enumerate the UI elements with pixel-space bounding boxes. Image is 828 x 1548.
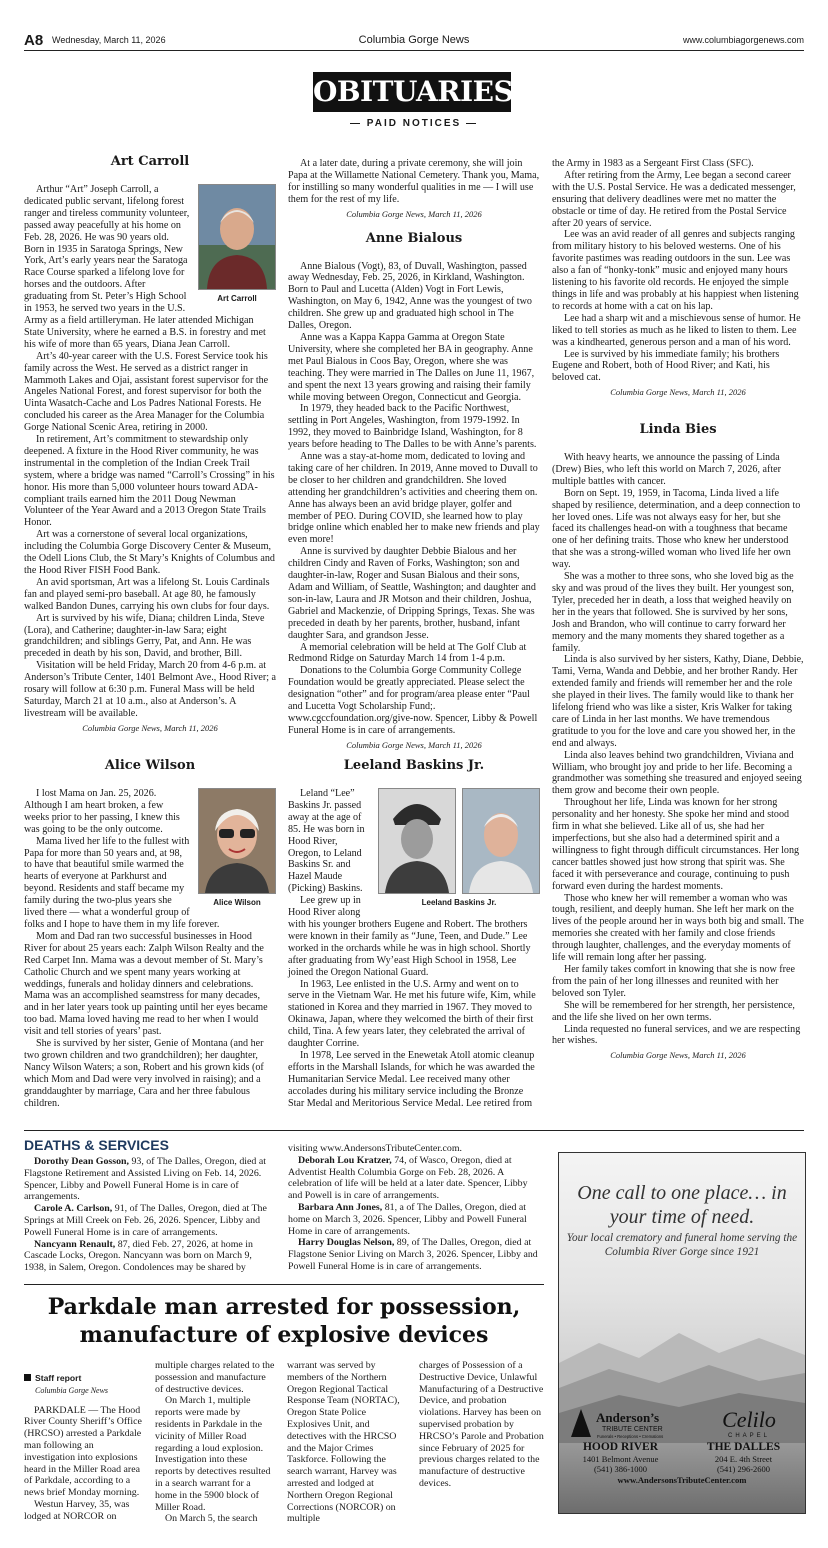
paragraph: Westun Harvey, 35, was lodged at NORCOR on — [24, 1498, 130, 1522]
death-details: 81, a of The Dalles, Oregon, died at home on March 3, 2026. Spencer, Libby and Powell Funeral Home in care of arrangements. — [288, 1201, 527, 1237]
publication-name: Columbia Gorge News — [358, 34, 470, 46]
death-entry — [288, 1202, 540, 1237]
death-name: Nancyann Renault, — [34, 1238, 116, 1250]
paragraph: After retiring from the Army, Lee began a second career with the U.S. Postal Service. He was a dedicated messenger, ensuring that delivery deadlines were met no matter the obstacle or time of day. He retired from the Postal Service after 20 years of service. — [552, 169, 796, 229]
section-subtitle: — PAID NOTICES — — [350, 118, 478, 129]
deaths-column-1 — [24, 1156, 276, 1272]
celilo-logo-subtext: CHAPEL — [727, 1433, 771, 1439]
death-name: Dorothy Dean Gosson, — [34, 1156, 130, 1167]
news-headline: Parkdale man arrested for possession, manufacture of explosive devices — [47, 1294, 521, 1348]
death-entry — [24, 1203, 276, 1238]
paragraph: Art’s 40-year career with the U.S. Forest Service took his family across the West. He served as a district ranger in Mammoth Lakes and Ojai, assistant forest supervisor for the Angeles National Forest, and forest supervisor for both the Uinta Wasatch-Cache and Los Padres National Forests. He concluded his career as the Area Manager for the Columbia Gorge National Scenic Area, retiring in 2000. — [24, 350, 269, 434]
credit-line: Columbia Gorge News, March 11, 2026 — [610, 387, 746, 398]
paragraph: Anne was a Kappa Kappa Gamma at Oregon State University, where she completed her BA in geography. Anne met Paul Bialous in Coos Bay, Oregon, where she was teaching. They were married in The Dalles on June 11, 1967, and spent the next 13 years growing and raising their family while moving between Oregon, Connecticut and Georgia. — [288, 331, 535, 403]
paragraph: In 1979, they headed back to the Pacific Northwest, settling in Port Angeles, Washington, from 1979-1992. In 1992, they moved to Bainbridge Island, Washington, for 8 years before heading to The Dalles to be with Anne’s parents. — [288, 403, 537, 451]
website-link[interactable]: www.columbiagorgenews.com — [682, 35, 804, 45]
news-rule — [24, 1284, 544, 1285]
photo-alice-wilson — [198, 788, 276, 909]
death-details: 87, died Feb. 27, 2026, at home in Cascade Locks, Oregon. Nancyann was born on March 9, 1938, in Salem, Oregon. Condolences may be shared by — [24, 1238, 253, 1274]
paragraph: She will be remembered for her strength, her persistence, and the life she lived on her own terms. — [552, 999, 795, 1023]
paragraph: With heavy hearts, we announce the passing of Linda (Drew) Bies, who left this world on March 7, 2026, after multiple battles with cancer. — [552, 452, 782, 487]
paragraph: Art was a cornerstone of several local organizations, including the Columbia Gorge Discovery Center & Museum, the Odell Lions Club, the St Mary’s Knights of Columbus and the Hood River FISH Food Bank. — [24, 529, 275, 576]
death-details: 89, of The Dalles, Oregon, died at Flagstone Senior Living on March 3, 2026. Spencer, Libby and Powell Funeral Home is in care of arrangements. — [288, 1237, 538, 1272]
paragraph: In 1963, Lee enlisted in the U.S. Army and went on to serve in the Vietnam War. He met his future wife, Kim, while stationed in Korea and they married in 1967. They moved to Okinawa, Japan, where they welcomed the birth of their first child, Tina. A few years later, they celebrated the arrival of daughter Corrine. — [288, 978, 536, 1050]
death-details: 93, of The Dalles, Oregon, died at Flagstone Retirement and Assisted Living on Feb. 14, 2026. Spencer, Libby and Powell Funeral Home is in care of arrangements. — [24, 1156, 266, 1203]
location-address: 1401 Belmont Avenue — [582, 1454, 659, 1464]
news-column-2 — [155, 1360, 275, 1523]
location-address: 204 E. 4th Street — [714, 1454, 773, 1464]
paragraph: PARKDALE — The Hood River County Sheriff’s Office (HRCSO) arrested a Parkdale man following an investigation into explosions heard in the Miller Road area of Parkdale, according to a news brief Monday morning. — [24, 1404, 142, 1499]
obituary-name: Linda Bies — [639, 422, 717, 437]
paragraph: the Army in 1983 as a Sergeant First Class (SFC). — [552, 158, 754, 169]
paragraph: Mom and Dad ran two successful businesses in Hood River for about 25 years each: Zalph Wilson Realty and the Red Carpet Inn. Mama was a devout member of St. Mary’s Catholic Church and we spent many years working at weddings, funerals and holiday dinners and celebrations. Mama was an accomplished seamstress for many decades, and in her later years took up painting until her eyes became too bad. Mama loved having me read to her when I would visit and tell stories of years’ past. — [24, 930, 268, 1038]
byline-bullet-icon — [24, 1374, 31, 1381]
death-details: 91, of The Dalles, Oregon, died at The Springs at Mill Creek on Feb. 26, 2026. Spencer, Libby and Powell Funeral Home is in care of arrangements. — [24, 1203, 267, 1238]
page-number: A8 — [24, 32, 44, 49]
death-name: Barbara Ann Jones, — [298, 1201, 383, 1213]
paragraph: She is survived by her sister, Genie of Montana (and her two grown children and two grandchildren); her daughter, Nancy Wilson Waters; a son, Robert and his grown kids (of which Mom and Dad were very involved in raising); and a granddaughter by marriage, Cara and her three fabulous children. — [24, 1038, 264, 1109]
death-entry — [24, 1239, 276, 1274]
portrait-image — [198, 788, 276, 894]
location-phone[interactable]: (541) 296-2600 — [716, 1464, 771, 1474]
paragraph: warrant was served by members of the Northern Oregon Regional Tactical Response Team (NORTAC), Oregon State Police Explosives Unit, and detectives with the HRCSO and the Major Crimes Taskforce. Following the search warrant, Harvey was arrested and lodged at Northern Oregon Regional Corrections (NORCOR) on multiple — [287, 1360, 400, 1525]
paragraph: Arthur “Art” Joseph Carroll, a dedicated public servant, lifelong forest ranger and tireless community volunteer, passed away peacefully at his home on Feb. 28, 2026. He was 90 years old. Born in 1935 in Saratoga Springs, New York, Art’s early years near the Saratoga Race Course sparked a lifelong love for horses and the outdoors. After graduating from St. Peter’s High School in 1953, he served two years in the U.S. Army as a field artilleryman. He later attended Michigan State University, where he earned a B.S. in forestry and met his wife of more than 65 years, Diana Jean Carroll. — [24, 184, 266, 350]
paragraph: Lee was an avid reader of all genres and subjects ranging from military history to his beloved westerns. One of his favorite pastimes was reading outdoors in the sun. Lee was also a fan of “honky-tonk” music and enjoyed many hours listening to his favorite old records. He enjoyed the simple things in life and was probably at his happiest when listening to records at home with a cat on his lap. — [552, 229, 799, 312]
paragraph: In 1978, Lee served in the Enewetak Atoll atomic cleanup efforts in the Marshall Islands, for which he was awarded the Humanitarian Service Medal. Lee received many other accolades during his military service including the Bronze Star Medal and Meritorious Service Medal. Lee retired from — [288, 1049, 535, 1109]
celilo-chapel-logo — [699, 1405, 799, 1439]
obituary-alice-wilson — [24, 758, 276, 1123]
obituary-name: Leeland Baskins Jr. — [343, 758, 485, 773]
credit-line: Columbia Gorge News, March 11, 2026 — [346, 739, 482, 750]
paragraph: multiple charges related to the possession and manufacture of destructive devices. — [155, 1360, 275, 1395]
paragraph: charges of Possession of a Destructive Device, Unlawful Manufacturing of a Destructive Device, and probation violations. Harvey has been on supervised probation by HRCSO’s Parole and Probation since February of 2025 for previous charges related to the manufacture of destructive devices. — [419, 1360, 544, 1489]
section-rule — [24, 1130, 804, 1131]
photo-caption: Art Carroll — [217, 294, 257, 303]
paragraph: On March 5, the search — [165, 1513, 258, 1525]
deaths-services-title: DEATHS & SERVICES — [24, 1137, 169, 1153]
portrait-illustration — [199, 789, 275, 893]
portrait-illustration — [463, 789, 539, 893]
paragraph: Lee grew up in Hood River along with his younger brothers Eugene and Robert. The brothers were known in their family as “June, Teen, and Dude.” Lee worked in the orchards while he was in high school. Shortly after graduating from Wy’east High School in 1958, Lee joined the Oregon National Guard. — [288, 895, 531, 978]
paragraph: Born on Sept. 19, 1959, in Tacoma, Linda lived a life shaped by resilience, determination, and a deep connection to her loved ones. Life was not always easy for her, but she faced its challenges head-on with a toughness that became one of her defining traits. Those who knew her understood that she was a strong-willed woman who lived life her own way. — [552, 487, 801, 571]
portrait-illustration — [379, 789, 455, 893]
photo-leeland-baskins — [378, 788, 540, 909]
ad-headline: One call to one place… in your time of need. — [577, 1182, 787, 1228]
location-phone[interactable]: (541) 386-1000 — [593, 1464, 648, 1474]
paragraph: Art is survived by his wife, Diana; children Linda, Steve (Lora), and Catherine; daughter-in-law Sara; eight grandchildren; and siblings Gerry, Pat, and Ann. He was preceded in death by his son, David, and brother, Bill. — [24, 612, 265, 660]
paragraph: Mama lived her life to the fullest with Papa for more than 50 years and, at 98, to have that beautiful smile warmed the hearts of everyone at Parkhurst and beyond. Residents and staff became my family during the two-plus years she lived there — what a wonderful group of folks and I hope to have them in my life forever. — [24, 835, 220, 930]
death-entry — [288, 1237, 540, 1272]
death-name: Deborah Lou Kratzer, — [298, 1154, 392, 1166]
paragraph: Anne was a stay-at-home mom, dedicated to loving and taking care of her children. In 2019, Anne moved to Duvall to be closer to her children and grandchildren. She loved attending her grandchildren’s activities and cheering them on. Anne has always been an avid bridge player, golfer and member of PEO. During COVID, she learned how to play bridge online which enabled her to make new friends and play even more! — [288, 451, 540, 546]
death-details: 74, of Wasco, Oregon, died at Adventist Health Columbia Gorge on Feb. 28, 2026. A celebration of life will be held at a later date. Spencer, Libby and Powell is in care of arrangements. — [288, 1154, 528, 1202]
location-name: THE DALLES — [706, 1441, 781, 1453]
andersons-logo — [569, 1407, 687, 1439]
byline-author: Staff report — [35, 1373, 82, 1383]
photo-caption: Alice Wilson — [213, 898, 261, 907]
paragraph: Lee is survived by his immediate family; his brothers Eugene and Robert, both of Hood River; and Kati, his beloved cat. — [552, 348, 780, 384]
obituary-name: Art Carroll — [110, 154, 190, 169]
portrait-illustration — [199, 185, 275, 289]
obituary-linda-bies — [552, 422, 804, 1061]
paragraph: A memorial celebration will be held at The Golf Club at Redmond Ridge on Saturday March 14 from 1-4 p.m. — [288, 641, 527, 665]
paragraph: On March 1, multiple reports were made by residents in Parkdale in the vicinity of Miller Road regarding a loud explosion. Investigation into these reports by detectives resulted in a search warrant for a home in the 5900 block of Miller Road. — [155, 1395, 271, 1513]
paragraph: I lost Mama on Jan. 25, 2026. Although I am heart broken, a few weeks prior to her passing, I knew this was going to be the only outcome. — [24, 788, 180, 835]
credit-line: Columbia Gorge News, March 11, 2026 — [610, 1050, 746, 1061]
paragraph: Linda is also survived by her sisters, Kathy, Diane, Debbie, Tami, Verna, Wanda and Debbie, and her brother Randy. Her extended family and friends will remember her and the role she played in their lives. The family would like to thank her lifelong friend who was like a sister, Kris Walker for taking care of Linda in her last months. We have tremendous gratitude to you for the love and care you showed her, in the end and always. — [552, 654, 804, 749]
obituary-name: Alice Wilson — [104, 758, 196, 773]
portrait-image — [198, 184, 276, 290]
paragraph: Linda requested no funeral services, and we are respecting her wishes. — [552, 1023, 801, 1047]
obituary-art-carroll — [24, 154, 276, 744]
location-hood-river — [559, 1441, 682, 1474]
paragraph: Anne Bialous (Vogt), 83, of Duvall, Washington, passed away Wednesday, Feb. 25, 2026, in Kirkland, Washington. Born to Paul and Lucetta (Alden) Vogt in Fort Lewis, Washington, on May 6, 1942, Anne was the youngest of two children. She grew up and graduated high school in The Dalles, Oregon. — [288, 260, 532, 332]
paragraph: Linda also leaves behind two grandchildren, Viviana and William, who brought joy and pride to her life. Becoming a grandmother was something she treasured and enjoyed seeing them grow and become their own people. — [552, 749, 802, 797]
page-header — [24, 32, 804, 50]
ad-website-link[interactable]: www.AndersonsTributeCenter.com — [617, 1475, 747, 1485]
paragraph: Visitation will be held Friday, March 20 from 4-6 p.m. at Anderson’s Tribute Center, 1401 Belmont Ave., Hood River; a rosary will follow at 6:30 p.m. Funeral Mass will be held Saturday, March 21 at 10 a.m., also at Anderson’s. A livestream will be available. — [24, 660, 277, 719]
news-column-3 — [287, 1360, 407, 1523]
paragraph: Throughout her life, Linda was known for her strong personality and her honesty. She spoke her mind and stood firm in what she believed. Like all of us, she had her imperfections, but she also had a determined spirit and a willingness to fight through difficult circumstances. Her long cancer battles showed just how strong that spirit was. She faced it with perseverance and courage, continuing to push forward even during the hardest moments. — [552, 797, 800, 892]
obituary-leeland-baskins — [288, 758, 540, 1123]
header-rule — [24, 50, 804, 51]
paragraph: Lee had a sharp wit and a mischievous sense of humor. He liked to tell stories as much as he liked to listen to them. Lee was a kindhearted, generous person and a man of his word. — [552, 312, 801, 348]
andersons-logo-text: Anderson’s — [596, 1410, 660, 1425]
ad-tagline: Your local crematory and funeral home serving the Columbia River Gorge since 1921 — [566, 1232, 798, 1258]
paragraph: At a later date, during a private ceremony, she will join Papa at the Willamette National Cemetery. Thank you, Mama, for instilling so many wonderful qualities in me — I will use them for the rest of my life. — [288, 158, 540, 205]
byline-outlet: Columbia Gorge News — [35, 1385, 109, 1395]
death-entry — [288, 1143, 540, 1155]
paragraph: In retirement, Art’s commitment to stewardship only deepened. A fixture in the Hood River community, he was instrumental in the completion of the Indian Creek Trail system, where a bridge was named “Carroll’s Crossing” in his honor. His more than 5,000 volunteer hours toward ADA-compliant trails earned him the 2011 Doug Newman Volunteer of the Year Award and a 2013 Oregon State Trails Honor. — [24, 434, 275, 529]
obituary-name: Anne Bialous — [365, 230, 463, 246]
byline — [24, 1373, 144, 1385]
credit-line: Columbia Gorge News, March 11, 2026 — [346, 208, 482, 219]
portrait-image-young — [378, 788, 456, 894]
portrait-image-older — [462, 788, 540, 894]
death-name: Harry Douglas Nelson, — [298, 1237, 395, 1249]
paragraph: Donations to the Columbia Gorge Community College Foundation would be greatly appreciated. Please select the designation “other” and for program/area please enter “Paul and Lucetta Vogt Scholarship Fund;. www.cgccfoundation.org/give-now. Spencer, Libby & Powell Funeral Home is in care of arrangements. — [288, 665, 538, 736]
death-name: Carole A. Carlson, — [34, 1203, 113, 1215]
andersons-logo-subtext: TRIBUTE CENTER — [602, 1426, 663, 1433]
paragraph: Her family takes comfort in knowing that she is now free from the pain of her long illnesses and reunited with her beloved son Tyler. — [552, 963, 795, 999]
issue-date: Wednesday, March 11, 2026 — [52, 35, 166, 45]
deaths-column-2 — [288, 1143, 540, 1273]
news-column-1 — [24, 1373, 144, 1523]
photo-caption: Leeland Baskins Jr. — [421, 898, 497, 907]
death-entry — [288, 1155, 540, 1202]
death-details: visiting www.AndersonsTributeCenter.com. — [288, 1143, 462, 1154]
funeral-home-advertisement[interactable] — [558, 1152, 806, 1514]
credit-line: Columbia Gorge News, March 11, 2026 — [82, 722, 218, 733]
location-name: HOOD RIVER — [582, 1441, 659, 1453]
location-the-dalles — [682, 1441, 805, 1474]
paragraph: She was a mother to three sons, who she loved big as the sky and was proud of the lives they built. Her youngest son, Tyler, preceded her in death, a loss that weighed heavily on her in the years that followed. She is survived by her sons, Josh and Brandon, who will continue to carry forward her memory and the many moments they shared together as a family. — [552, 571, 794, 654]
celilo-logo-text: Celilo — [722, 1407, 776, 1432]
photo-pair — [378, 788, 540, 894]
obituary-leeland-baskins-continued — [552, 158, 804, 414]
paragraph: Leland “Lee” Baskins Jr. passed away at the age of 85. He was born in Hood River, Oregon, to Leland Baskins Sr. and Hazel Maude (Picking) Baskins. — [288, 788, 365, 895]
andersons-logo-services: Funerals • Receptions • Cremations — [597, 1434, 664, 1439]
paragraph: Anne is survived by daughter Debbie Bialous and her children Cindy and Raven of Forks, Washington; son and daughter-in-law, Roger and Susan Bialous and their sons, Adam and William, of Seattle, Washington; and daughter and son-in-law, Laura and JR Motson and their children, Joshua, Gabriel and Mackenzie, of Dripping Springs, Texas. She was preceded in death by her parents, brother, husband, infant daughter Sara, and grandson Jesse. — [288, 546, 536, 641]
section-banner: OBITUARIES — [313, 72, 511, 112]
obituary-anne-bialous — [288, 158, 540, 748]
paragraph: An avid sportsman, Art was a lifelong St. Louis Cardinals fan and played semi-pro baseball. At age 80, he famously walked Bandon Dunes, carrying his own clubs for four days. — [24, 576, 270, 612]
death-entry — [24, 1156, 276, 1203]
photo-art-carroll — [198, 184, 276, 305]
news-column-4 — [419, 1360, 544, 1523]
paragraph: Those who knew her will remember a woman who was tough, resilient, and deeply human. She left her mark on the lives of the people around her in ways both big and small. The memories she created with her family and close friends through laughter, challenges, and the everyday moments of life will remain long after her passing. — [552, 892, 804, 964]
